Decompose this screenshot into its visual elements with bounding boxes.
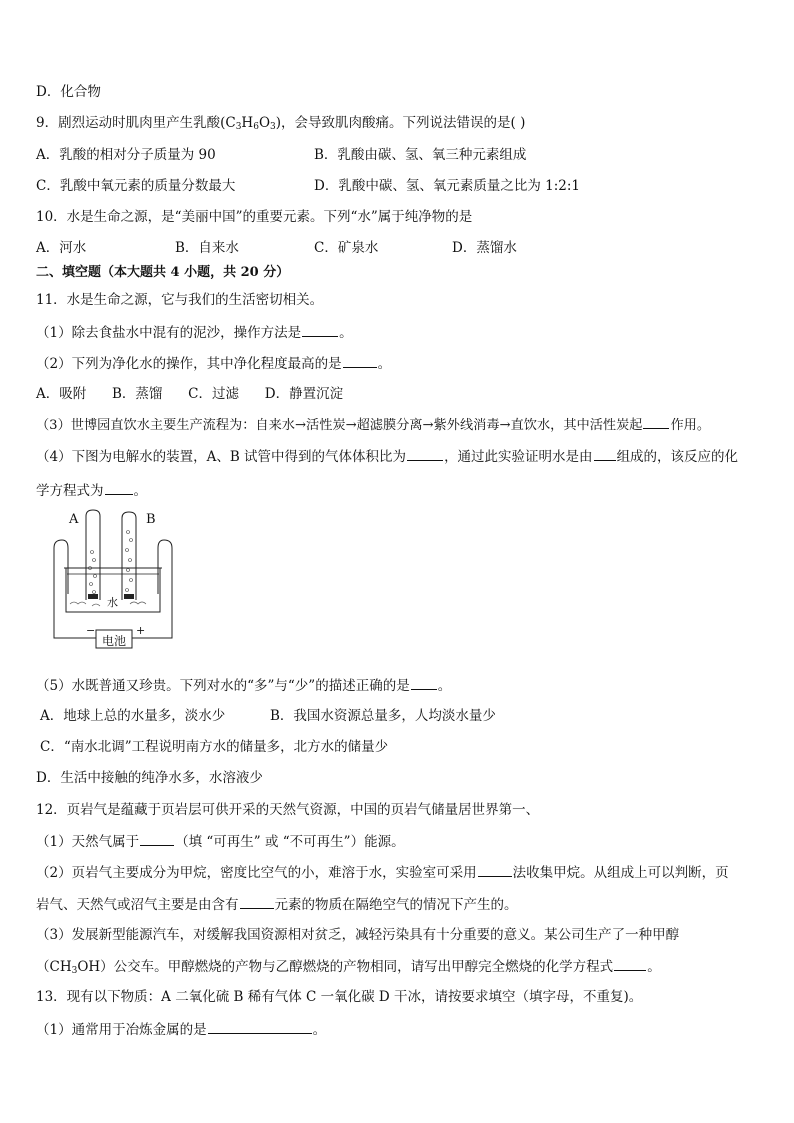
answer-blank[interactable] (478, 863, 512, 877)
q9-option-d: D．乳酸中碳、氢、氧元素质量之比为 1:2:1 (314, 178, 580, 194)
answer-blank[interactable] (407, 447, 443, 461)
answer-blank[interactable] (105, 481, 133, 495)
q13-stem: 13．现有以下物质：A 二氧化硫 B 稀有气体 C 一氧化碳 D 干冰，请按要求填空（填字母，不重复)。 (36, 989, 643, 1005)
q10-option-b: B．自来水 (175, 240, 239, 256)
q12-part2: （2）页岩气主要成分为甲烷，密度比空气的小，难溶于水，实验室可采用 法收集甲烷。从组成上可以判断，页 (36, 865, 729, 881)
q10-option-a: A．河水 (36, 240, 87, 256)
q11-stem: 11．水是生命之源，它与我们的生活密切相关。 (36, 292, 324, 308)
q12-part3: （3）发展新型能源汽车，对缓解我国资源相对贫乏，减轻污染具有十分重要的意义。某公司生产了一种甲醇 (36, 927, 680, 943)
q11-part5-option-a: A．地球上总的水量多，淡水少 (40, 708, 226, 724)
answer-blank[interactable] (302, 323, 338, 337)
q10-option-c: C．矿泉水 (314, 240, 379, 256)
answer-blank[interactable] (240, 895, 274, 909)
tube-b-label: B (146, 512, 156, 527)
q11-part2-options: A．吸附 B．蒸馏 C．过滤 D．静置沉淀 (36, 386, 344, 402)
q9-option-a: A．乳酸的相对分子质量为 90 (36, 147, 216, 163)
q11-part5-option-d: D．生活中接触的纯净水多，水溶液少 (36, 770, 263, 786)
q13-part1: （1）通常用于冶炼金属的是 。 (36, 1022, 327, 1038)
answer-blank[interactable] (208, 1020, 312, 1034)
battery-label: 电池 (102, 634, 127, 648)
q12-part2-cont: 岩气、天然气或沼气主要是由含有 元素的物质在隔绝空气的情况下产生的。 (36, 897, 518, 913)
q11-part5: （5）水既普通又珍贵。下列对水的“多”与“少”的描述正确的是 。 (36, 678, 452, 694)
q8-option-d: D．化合物 (36, 84, 101, 100)
q11-part4: （4）下图为电解水的装置，A、B 试管中得到的气体体积比为 ，通过此实验证明水是由 组成的，该反应的化 (36, 449, 739, 465)
tube-a-label: A (69, 512, 79, 527)
q11-part4-cont: 学方程式为 。 (36, 483, 147, 499)
q12-part1: （1）天然气属于 （填 “可再生” 或 “不可再生”）能源。 (36, 834, 405, 850)
q11-part5-option-b: B．我国水资源总量多，人均淡水量少 (270, 708, 496, 724)
q12-stem: 12．页岩气是蕴藏于页岩层可供开采的天然气资源，中国的页岩气储量居世界第一、 (36, 802, 540, 818)
answer-blank[interactable] (594, 447, 616, 461)
answer-blank[interactable] (643, 415, 669, 429)
answer-blank[interactable] (411, 676, 437, 690)
q9-option-c: C．乳酸中氧元素的质量分数最大 (36, 178, 236, 194)
water-label: 水 (107, 596, 118, 609)
q11-part3: （3）世博园直饮水主要生产流程为：自来水→活性炭→超滤膜分离→紫外线消毒→直饮水，其中活性炭起 作用。 (36, 415, 710, 435)
q10-stem: 10．水是生命之源，是“美丽中国”的重要元素。下列“水”属于纯净物的是 (36, 209, 473, 225)
q11-part2: （2）下列为净化水的操作，其中净化程度最高的是 。 (36, 356, 392, 372)
q12-part3-cont: $(CH_3OH)$公交车。甲醇燃烧的产物与乙醇燃烧的产物相同，请写出甲醇完全燃烧的化学方程式 。 (36, 959, 661, 976)
answer-blank[interactable] (140, 832, 174, 846)
minus-terminal: − (86, 624, 96, 637)
q9-stem: 9．剧烈运动时肌肉里产生乳酸$(C_3H_6O_3)$，会导致肌肉酸痛。下列说法错误的是( ) (36, 115, 526, 132)
answer-blank[interactable] (614, 957, 646, 971)
section-title: 二、填空题（本大题共 4 小题，共 20 分） (36, 265, 290, 280)
q11-part1: （1）除去食盐水中混有的泥沙，操作方法是 。 (36, 325, 353, 341)
plus-terminal: + (136, 624, 146, 637)
electrolysis-diagram (48, 508, 184, 656)
q10-option-d: D．蒸馏水 (452, 240, 517, 256)
q11-part5-option-c: C．“南水北调”工程说明南方水的储量多，北方水的储量少 (40, 739, 389, 755)
q9-option-b: B．乳酸由碳、氢、氧三种元素组成 (314, 147, 527, 163)
answer-blank[interactable] (343, 354, 377, 368)
